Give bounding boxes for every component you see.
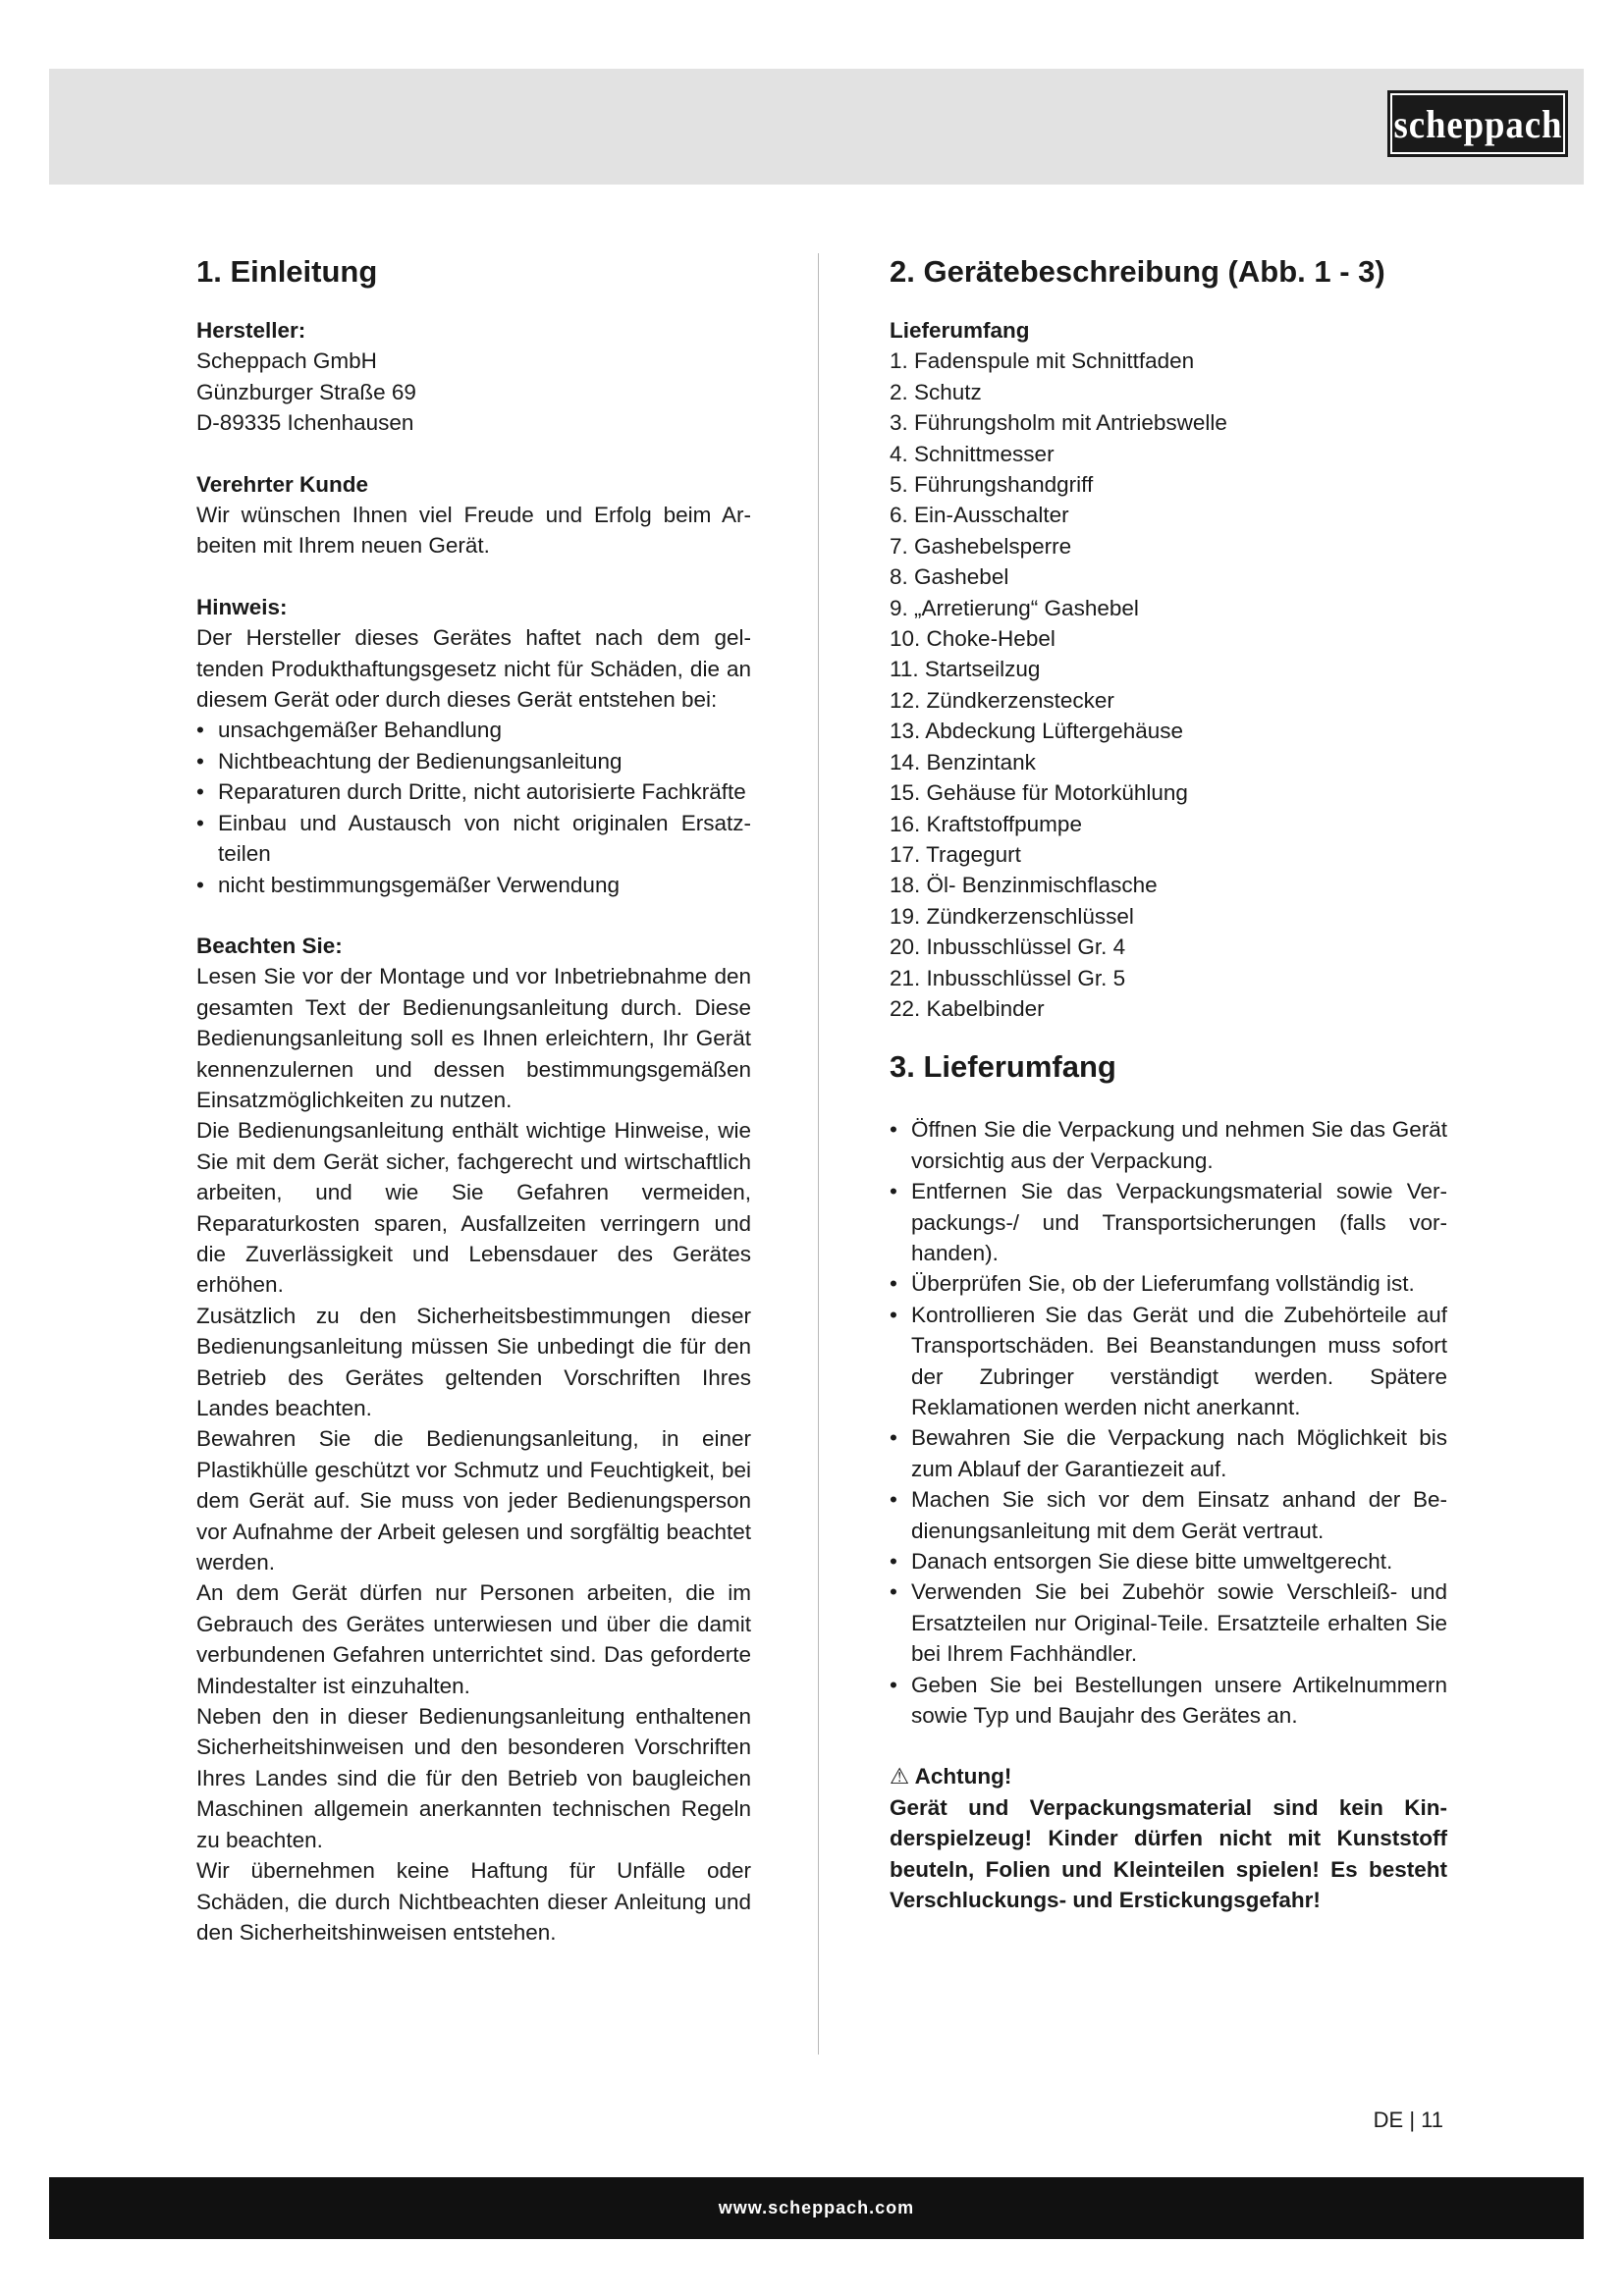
- list-item: 1. Fadenspule mit Schnittfaden: [890, 348, 1195, 374]
- header-band: [49, 69, 1584, 185]
- brand-logo: [1387, 90, 1568, 157]
- warning-text: Gerät und Verpackungsmaterial sind kein Kinderspielzeug! Kinder dürfen nicht mit Kunststoff beuteln, Folien und Kleinteilen spielen! Es besteht Verschluckungs- und Erstickungsgefahr!: [890, 1794, 1447, 1913]
- list-item: 2. Schutz: [890, 379, 982, 404]
- right-column: [890, 250, 1447, 1916]
- section-3-title: 3. Lieferumfang: [890, 1049, 1116, 1085]
- list-item: • Geben Sie bei Bestellungen unsere Artikelnummern sowie Typ und Baujahr des Gerätes an.: [890, 1670, 1447, 1732]
- list-item: 19. Zündkerzenschlüssel: [890, 903, 1134, 929]
- manufacturer-line: Scheppach GmbH: [196, 348, 377, 374]
- list-item: • unsachgemäßer Behandlung: [196, 715, 751, 745]
- section-1-title: 1. Einleitung: [196, 254, 378, 289]
- attention-paragraph: Bewahren Sie die Bedienungsanleitung, in einer Plastikhülle geschützt vor Schmutz und Feuchtigkeit, bei dem Gerät auf. Sie muss von jeder Bedienungsperson vor Aufnahme der Arbeit gelesen und sorgfältig beachtet werden.: [196, 1426, 751, 1575]
- list-item: • Danach entsorgen Sie diese bitte umweltgerecht.: [890, 1546, 1447, 1576]
- list-item: 8. Gashebel: [890, 564, 1009, 590]
- list-item: • Einbau und Austausch von nicht originalen Ersatzteilen: [196, 808, 751, 870]
- warning-title: ⚠ Achtung!: [890, 1764, 1012, 1789]
- list-item: 22. Kabelbinder: [890, 995, 1045, 1021]
- attention-paragraph: An dem Gerät dürfen nur Personen arbeiten, die im Gebrauch des Gerätes unterwiesen und über die damit verbundenen Gefahren unterrichtet sind. Das geforderte Mindestalter ist einzuhalten.: [196, 1580, 751, 1698]
- note-text: Der Hersteller dieses Gerätes haftet nach dem geltenden Produkthaftungsgesetz nicht für Schäden, die an diesem Gerät oder durch dieses Gerät entstehen bei:: [196, 625, 751, 713]
- column-divider: [818, 253, 819, 2055]
- customer-text: Wir wünschen Ihnen viel Freude und Erfolg beim Arbeiten mit Ihrem neuen Gerät.: [196, 503, 751, 559]
- manufacturer-line: Günzburger Straße 69: [196, 379, 416, 404]
- parts-list: [890, 346, 1447, 1024]
- attention-block: [196, 931, 751, 1948]
- list-item: • Überprüfen Sie, ob der Lieferumfang vollständig ist.: [890, 1268, 1447, 1299]
- list-item: • Kontrollieren Sie das Gerät und die Zubehörteile auf Transportschäden. Bei Beanstandungen muss sofort der Zubringer verständigt werden. Spätere Reklamationen werden nicht anerkannt.: [890, 1300, 1447, 1423]
- list-item: • Öffnen Sie die Verpackung und nehmen Sie das Gerät vorsichtig aus der Verpackung.: [890, 1114, 1447, 1176]
- section-2-title: 2. Gerätebeschreibung (Abb. 1 - 3): [890, 254, 1385, 289]
- manufacturer-line: D-89335 Ichenhausen: [196, 410, 414, 436]
- list-item: 3. Führungsholm mit Antriebswelle: [890, 410, 1227, 436]
- list-item: • nicht bestimmungsgemäßer Verwendung: [196, 870, 751, 900]
- list-item: 15. Gehäuse für Motorkühlung: [890, 780, 1188, 806]
- attention-label: Beachten Sie:: [196, 933, 343, 958]
- list-item: 13. Abdeckung Lüftergehäuse: [890, 719, 1183, 744]
- list-item: 16. Kraftstoffpumpe: [890, 811, 1082, 836]
- customer-block: [196, 469, 751, 561]
- list-item: 4. Schnittmesser: [890, 441, 1055, 466]
- note-label: Hinweis:: [196, 594, 288, 619]
- attention-paragraph: Die Bedienungsanleitung enthält wichtige Hinweise, wie Sie mit dem Gerät sicher, fachgerecht und wirtschaftlich arbeiten, und wie Sie Gefahren vermeiden, Reparaturkosten sparen, Ausfallzeiten verringern und die Zuverlässigkeit und Lebensdauer des Gerätes erhöhen.: [196, 1118, 751, 1298]
- footer-band: [49, 2177, 1584, 2239]
- list-item: 20. Inbusschlüssel Gr. 4: [890, 934, 1126, 960]
- list-item: 18. Öl- Benzinmischflasche: [890, 873, 1158, 898]
- attention-paragraph: Zusätzlich zu den Sicherheitsbestimmungen dieser Bedienungsanleitung müssen Sie unbedingt die für den Betrieb des Gerätes geltenden Vorschriften Ihres Landes beachten.: [196, 1303, 751, 1420]
- manufacturer-block: [196, 315, 751, 439]
- list-item: • Verwenden Sie bei Zubehör sowie Verschleiß- und Ersatzteilen nur Original-Teile. Ersatzteile erhalten Sie bei Ihrem Fachhändler.: [890, 1576, 1447, 1669]
- attention-paragraph: Lesen Sie vor der Montage und vor Inbetriebnahme den gesamten Text der Bedienungsanleitung durch. Diese Bedienungsanleitung soll es Ihnen erleichtern, Ihr Gerät kennenzulernen und dessen bestimmungsgemäßen Einsatzmöglichkeiten zu nutzen.: [196, 964, 751, 1112]
- list-item: 12. Zündkerzenstecker: [890, 687, 1114, 713]
- list-item: 7. Gashebelsperre: [890, 533, 1072, 559]
- note-block: [196, 592, 751, 900]
- footer-url: www.scheppach.com: [718, 2198, 915, 2217]
- attention-paragraph: Neben den in dieser Bedienungsanleitung enthaltenen Sicherheitshinweisen und den besonderen Vorschriften Ihres Landes sind die für den Betrieb von baugleichen Maschinen allgemein anerkannten technischen Regeln zu beachten.: [196, 1704, 751, 1852]
- list-item: • Bewahren Sie die Verpackung nach Möglichkeit bis zum Ablauf der Garantiezeit auf.: [890, 1422, 1447, 1484]
- list-item: 9. „Arretierung“ Gashebel: [890, 595, 1139, 620]
- list-item: 10. Choke-Hebel: [890, 626, 1056, 652]
- customer-label: Verehrter Kunde: [196, 471, 369, 497]
- list-item: 11. Startseilzug: [890, 657, 1041, 682]
- list-item: 21. Inbusschlüssel Gr. 5: [890, 965, 1126, 990]
- list-item: • Nichtbeachtung der Bedienungsanleitung: [196, 746, 751, 776]
- list-item: 17. Tragegurt: [890, 841, 1021, 867]
- list-item: • Machen Sie sich vor dem Einsatz anhand der Bedienungsanleitung mit dem Gerät vertraut.: [890, 1484, 1447, 1546]
- list-item: 6. Ein-Ausschalter: [890, 503, 1069, 528]
- delivery-list: [890, 1114, 1447, 1731]
- left-column: [196, 250, 751, 1948]
- list-item: • Entfernen Sie das Verpackungsmaterial sowie Verpackungs-/ und Transportsicherungen (falls vorhanden).: [890, 1176, 1447, 1268]
- note-list: [196, 715, 751, 899]
- list-item: 5. Führungshandgriff: [890, 472, 1094, 498]
- attention-paragraph: Wir übernehmen keine Haftung für Unfälle oder Schäden, die durch Nichtbeachten dieser Anleitung und den Sicherheitshinweisen entstehen.: [196, 1858, 751, 1945]
- brand-logo-text: scheppach: [1393, 101, 1562, 146]
- page-number: DE | 11: [1373, 2108, 1443, 2132]
- scope-label: Lieferumfang: [890, 318, 1030, 343]
- manufacturer-label: Hersteller:: [196, 318, 306, 343]
- list-item: 14. Benzintank: [890, 749, 1036, 774]
- list-item: • Reparaturen durch Dritte, nicht autorisierte Fachkräfte: [196, 776, 751, 807]
